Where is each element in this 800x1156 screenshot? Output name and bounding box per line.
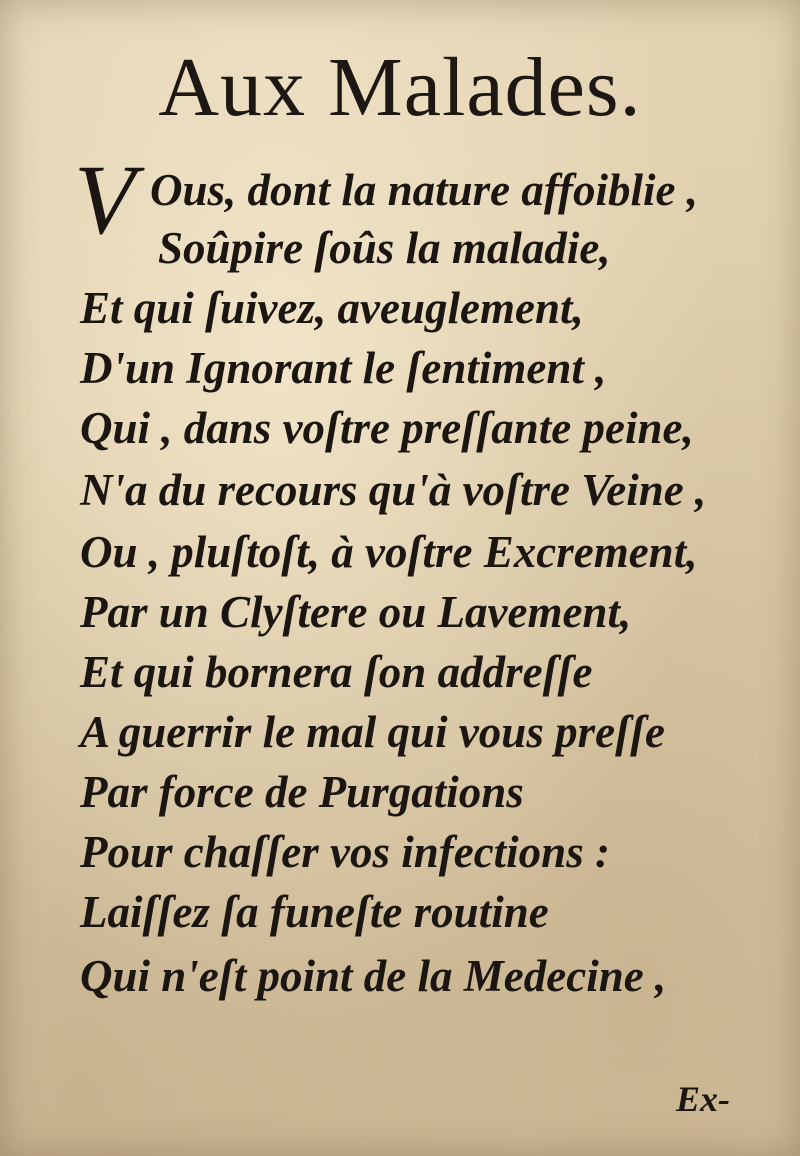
poem-line-12: Pour chaſſer vos infections : [80, 827, 610, 877]
catchword: Ex- [676, 1079, 730, 1119]
poem-line-10: A guerrir le mal qui vous preſſe [80, 707, 666, 757]
poem-line-3: Et qui ſuivez, aveuglement, [80, 283, 584, 333]
poem-line-9: Et qui bornera ſon addreſſe [80, 647, 593, 697]
poem-line-5: Qui , dans voſtre preſſante peine, [80, 403, 694, 453]
poem-line-6: N'a du recours qu'à voſtre Veine , [80, 465, 707, 515]
poem-line-11: Par force de Purgations [80, 767, 524, 817]
drop-cap-letter: V [74, 144, 136, 255]
poem-line-8: Par un Clyſtere ou Lavement, [80, 587, 632, 637]
poem-line-14: Qui n'eſt point de la Medecine , [80, 951, 667, 1001]
poem-line-13: Laiſſez ſa funeſte routine [80, 887, 549, 937]
poem-line-7: Ou , pluſtoſt, à voſtre Excrement, [80, 527, 698, 577]
page-title: Aux Malades. [158, 41, 642, 134]
poem-line-2: Soûpire ſoûs la maladie, [158, 223, 611, 273]
poem-line-1: Ous, dont la nature affoiblie , [150, 165, 698, 215]
poem-line-4: D'un Ignorant le ſentiment , [80, 343, 607, 393]
